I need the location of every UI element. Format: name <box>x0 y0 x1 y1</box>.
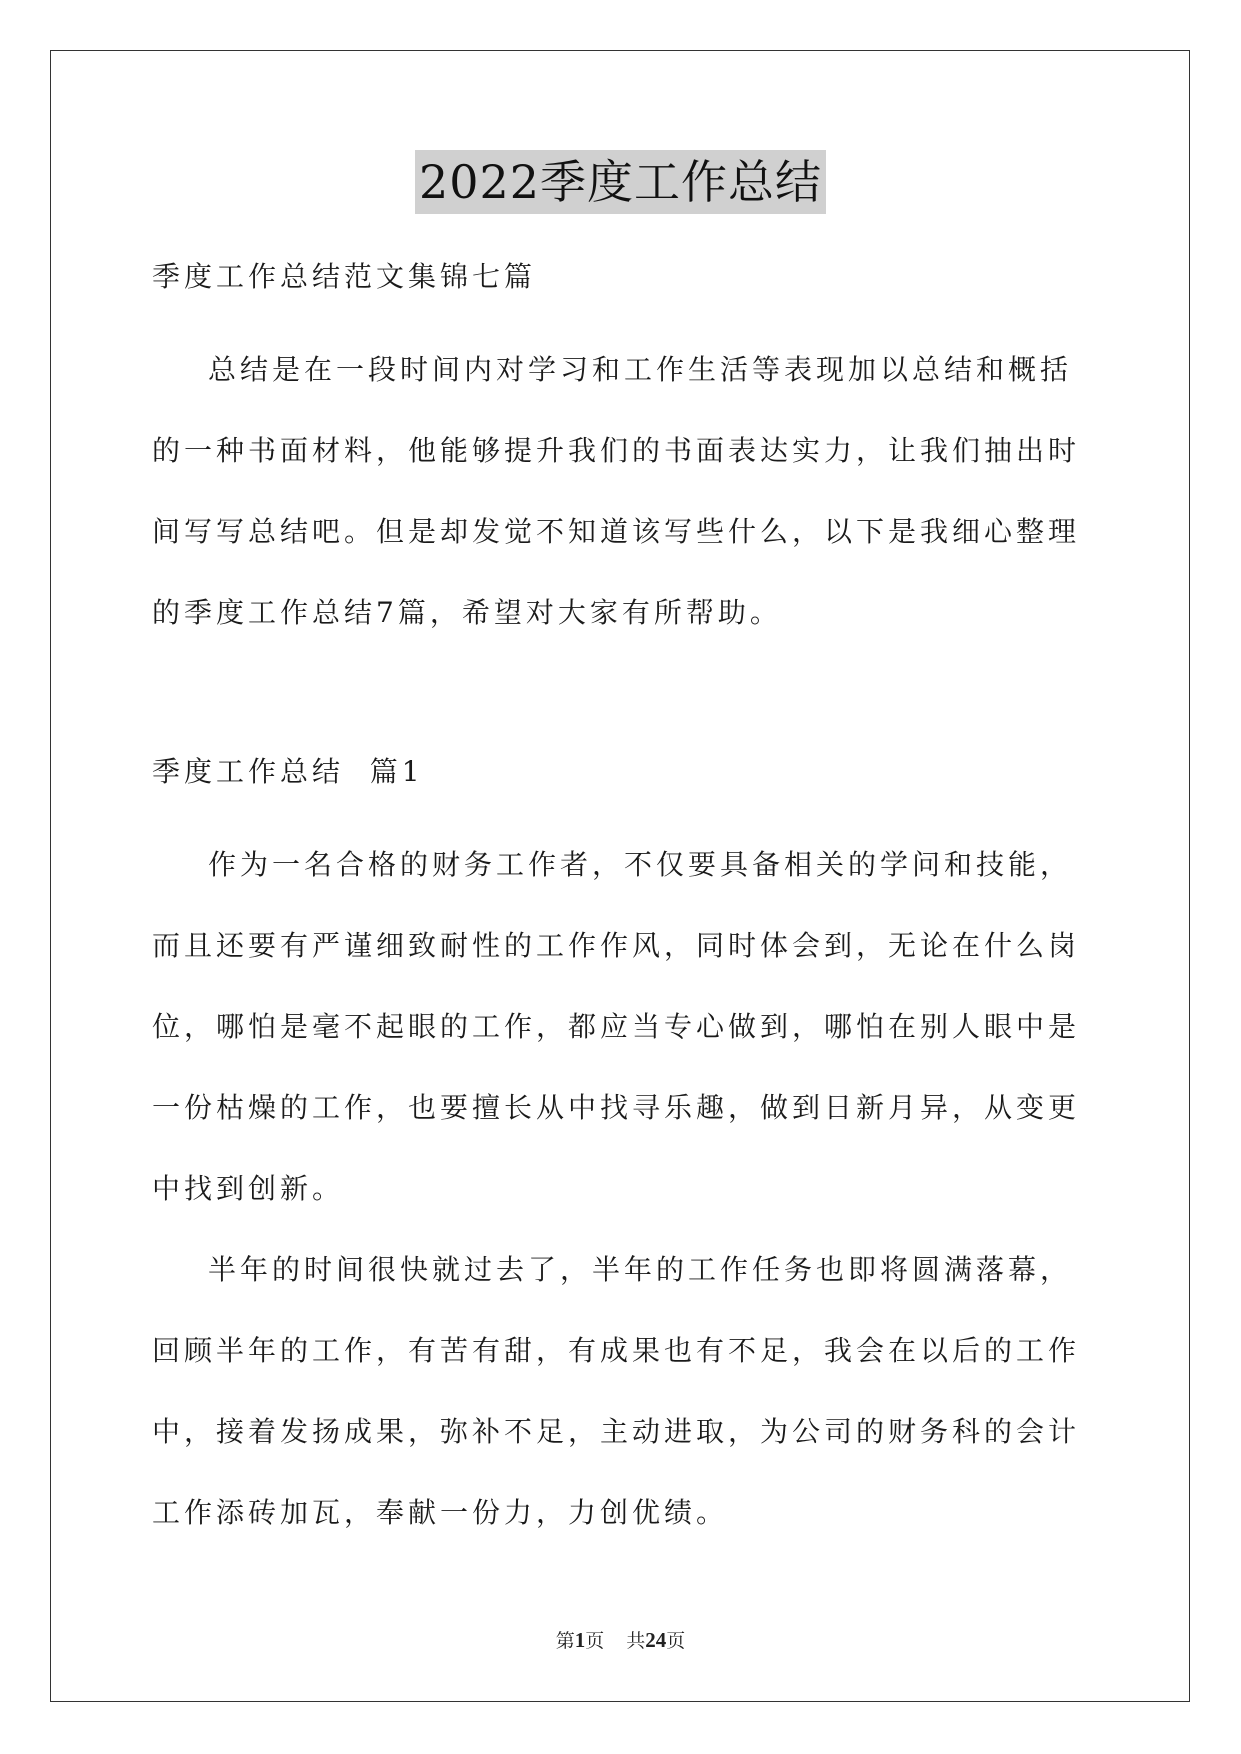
spacer <box>152 653 1092 731</box>
spacer <box>152 317 1092 329</box>
total-suffix: 页 <box>666 1631 686 1652</box>
intro-paragraph: 总结是在一段时间内对学习和工作生活等表现加以总结和概括的一种书面材料，他能够提升我们的书面表达实力，让我们抽出时间写写总结吧。但是却发觉不知道该写些什么，以下是我细心整理的季度工作总结7篇，希望对大家有所帮助。 <box>152 353 1081 629</box>
body-paragraph: 半年的时间很快就过去了，半年的工作任务也即将圆满落幕，回顾半年的工作，有苦有甜，有成果也有不足，我会在以后的工作中，接着发扬成果，弥补不足，主动进取，为公司的财务科的会计工作添砖加瓦，奉献一份力，力创优绩。 <box>152 1253 1081 1529</box>
current-page-number: 1 <box>574 1628 586 1652</box>
document-body <box>152 236 1092 1553</box>
page-footer <box>0 1626 1241 1656</box>
document-title: 2022季度工作总结 <box>415 150 826 214</box>
page-prefix: 第 <box>555 1631 575 1652</box>
total-prefix: 共 <box>626 1631 646 1652</box>
page-suffix: 页 <box>585 1631 605 1652</box>
total-page-count: 24 <box>645 1628 667 1652</box>
section-heading: 季度工作总结 篇1 <box>152 755 424 788</box>
body-paragraph: 作为一名合格的财务工作者，不仅要具备相关的学问和技能，而且还要有严谨细致耐性的工作作风，同时体会到，无论在什么岗位，哪怕是毫不起眼的工作，都应当专心做到，哪怕在别人眼中是一份枯燥的工作，也要擅长从中找寻乐趣，做到日新月异，从变更中找到创新。 <box>152 848 1081 1205</box>
document-subtitle: 季度工作总结范文集锦七篇 <box>152 260 537 293</box>
title-container <box>0 150 1241 214</box>
spacer <box>152 812 1092 824</box>
